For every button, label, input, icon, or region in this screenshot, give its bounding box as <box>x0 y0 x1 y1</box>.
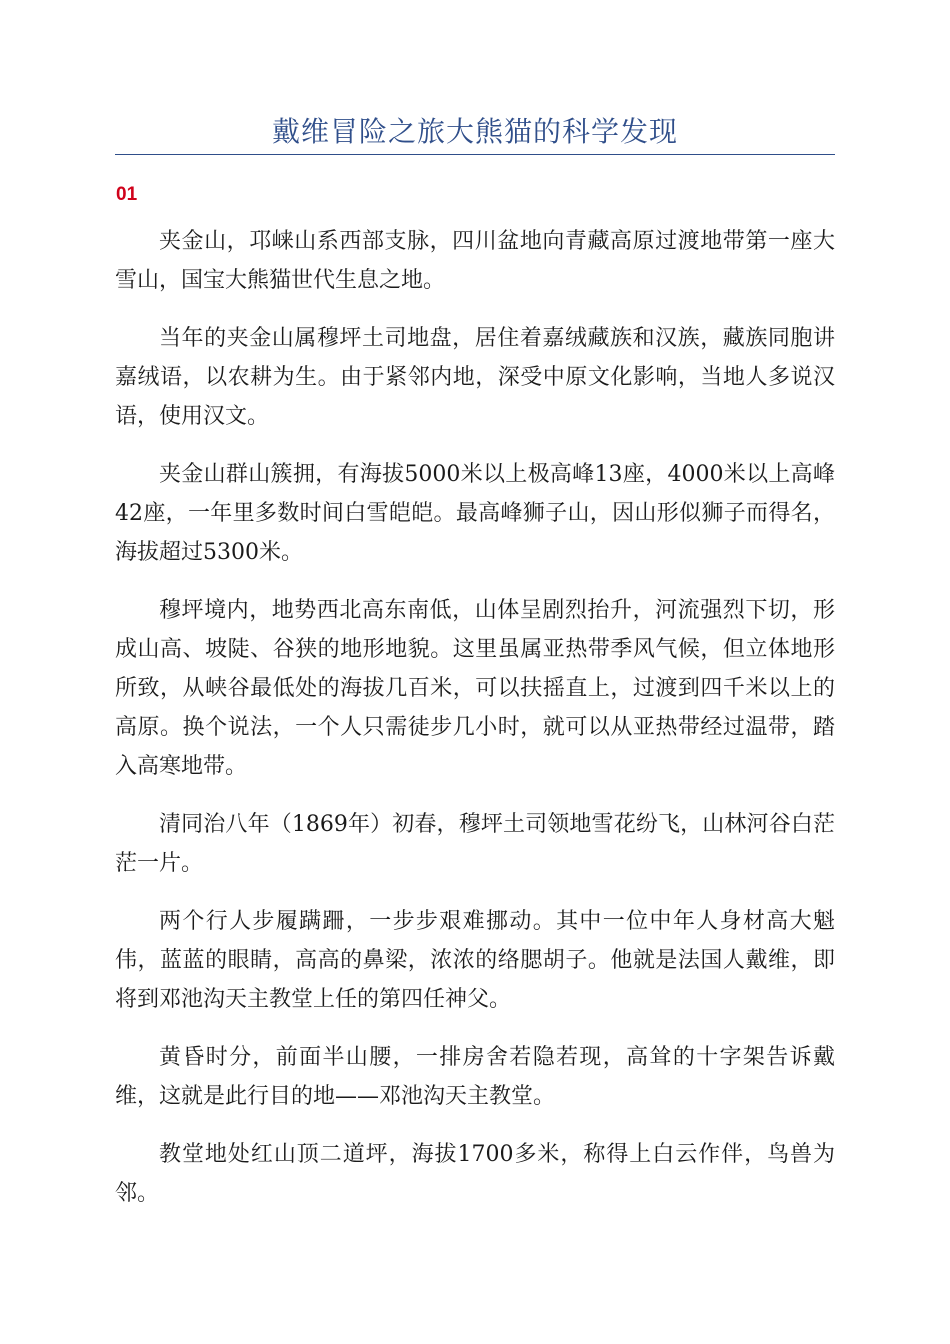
paragraph-8: 教堂地处红山顶二道坪，海拔1700多米，称得上白云作伴，鸟兽为邻。 <box>115 1142 835 1206</box>
title-underline <box>115 154 835 155</box>
paragraph-1: 夹金山，邛崃山系西部支脉，四川盆地向青藏高原过渡地带第一座大雪山，国宝大熊猫世代生息之地。 <box>115 229 835 293</box>
document-title: 戴维冒险之旅大熊猫的科学发现 <box>271 115 678 148</box>
paragraph-6: 两个行人步履蹒跚，一步步艰难挪动。其中一位中年人身材高大魁伟，蓝蓝的眼睛，高高的鼻梁，浓浓的络腮胡子。他就是法国人戴维，即将到邓池沟天主教堂上任的第四任神父。 <box>115 909 835 1012</box>
paragraph-5: 清同治八年（1869年）初春，穆坪土司领地雪花纷飞，山林河谷白茫茫一片。 <box>115 812 835 876</box>
paragraph-4: 穆坪境内，地势西北高东南低，山体呈剧烈抬升，河流强烈下切，形成山高、坡陡、谷狭的地形地貌。这里虽属亚热带季风气候，但立体地形所致，从峡谷最低处的海拔几百米，可以扶摇直上，过渡到四千米以上的高原。换个说法，一个人只需徒步几小时，就可以从亚热带经过温带，踏入高寒地带。 <box>115 598 835 779</box>
paragraph-7: 黄昏时分，前面半山腰，一排房舍若隐若现，高耸的十字架告诉戴维，这就是此行目的地——邓池沟天主教堂。 <box>115 1045 835 1109</box>
section-number: 01 <box>116 184 138 205</box>
paragraph-2: 当年的夹金山属穆坪土司地盘，居住着嘉绒藏族和汉族，藏族同胞讲嘉绒语，以农耕为生。由于紧邻内地，深受中原文化影响，当地人多说汉语，使用汉文。 <box>115 326 835 429</box>
paragraph-3: 夹金山群山簇拥，有海拔5000米以上极高峰13座，4000米以上高峰42座，一年里多数时间白雪皑皑。最高峰狮子山，因山形似狮子而得名，海拔超过5300米。 <box>115 462 835 565</box>
article-body <box>115 222 835 1232</box>
